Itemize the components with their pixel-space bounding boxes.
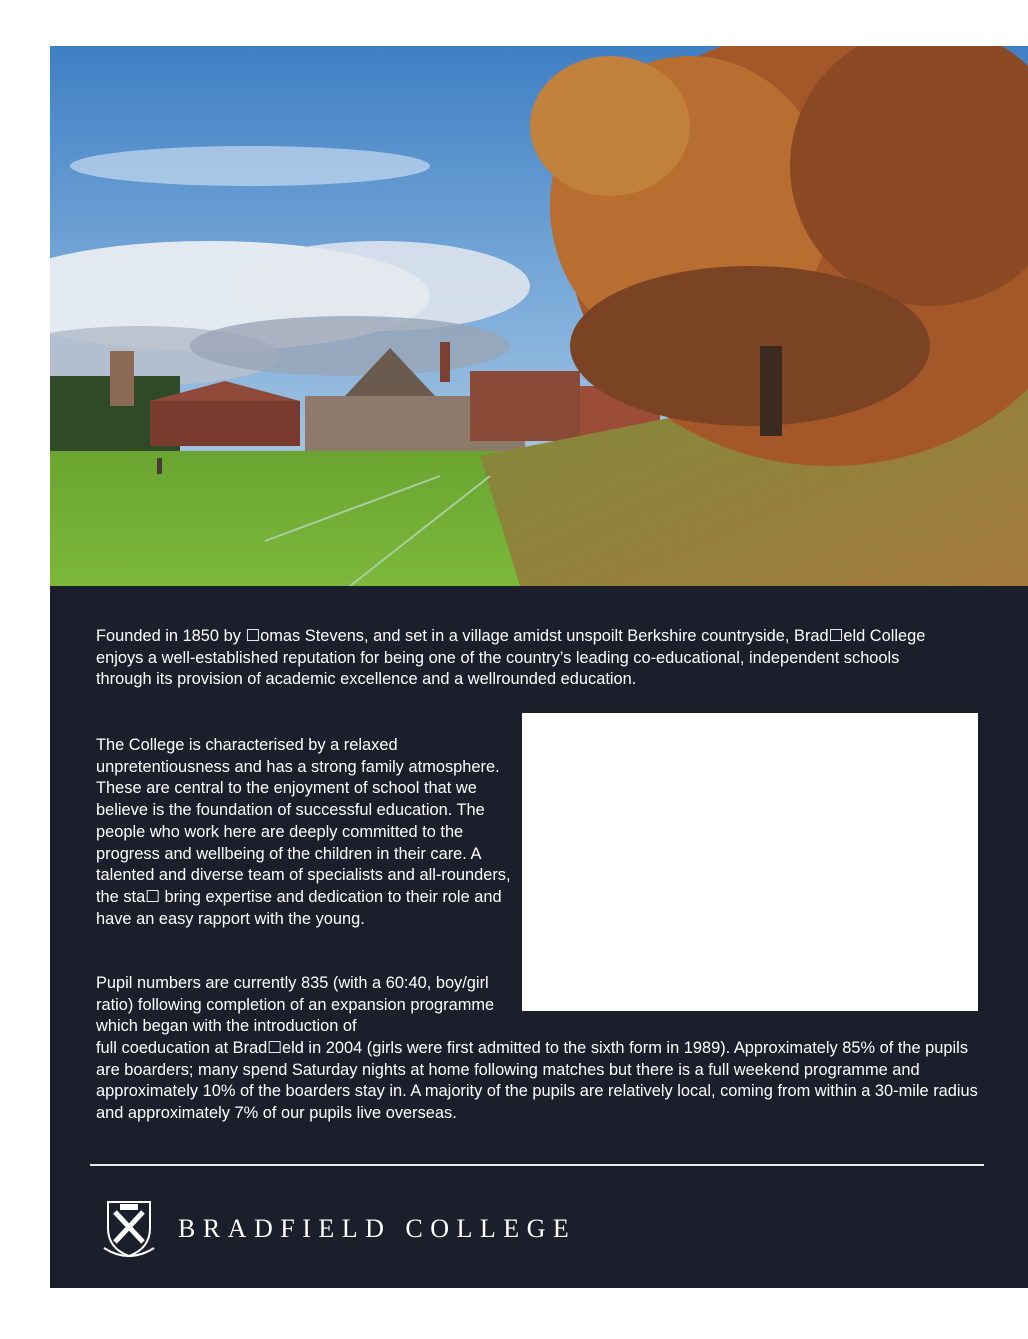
text-panel — [50, 586, 1028, 1288]
campus-photo-illustration — [50, 46, 1028, 586]
coeducation-paragraph: full coeducation at Brad☐eld in 2004 (girls were first admitted to the sixth form in 1989). Approximately 85% of the pupils are boarders; many spend Saturday nights at home following matches but there is a full weekend programme and approximately 10% of the boarders stay in. A majority of the pupils are relatively local, coming from within a 30-mile radius and approximately 7% of our pupils live overseas. — [96, 1039, 978, 1123]
footer-divider — [90, 1164, 984, 1166]
ethos-paragraph: The College is characterised by a relaxed unpretentiousness and has a strong family atmosphere. These are central to the enjoyment of school that we believe is the foundation of successful education. The people who work here are deeply committed to the progress and wellbeing of the children in their care. A talented and diverse team of specialists and all-rounders, the sta☐ bring expertise and dedication to their role and have an easy rapport with the young. — [96, 736, 511, 928]
college-crest-icon — [102, 1198, 156, 1260]
pupil-numbers-paragraph: Pupil numbers are currently 835 (with a 60:40, boy/girl ratio) following completion of an expansion programme which began with the introduction of — [96, 974, 495, 1036]
intro-paragraph: Founded in 1850 by ☐omas Stevens, and set in a village amidst unspoilt Berkshire countryside, Brad☐eld College enjoys a well-established reputation for being one of the country’s leading co-educational, independent schools through its provision of academic excellence and a wellrounded education. — [96, 627, 926, 689]
blank-image-placeholder — [522, 713, 978, 1011]
campus-photo — [50, 46, 1028, 586]
college-wordmark: BRADFIELD COLLEGE — [178, 1214, 577, 1243]
